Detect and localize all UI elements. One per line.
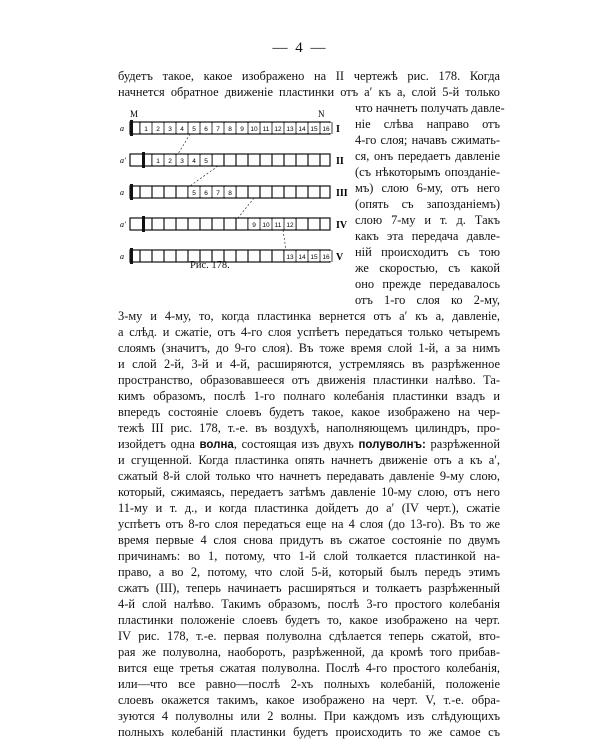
text-line: успѣетъ отъ 8-го слоя передаться еще на 4 слоя (до 13-го). Въ то же — [118, 517, 500, 531]
row-letter: a — [120, 188, 124, 197]
text-line: тежѣ III рис. 178, т.-е. въ воздухѣ, наполняющемъ цилиндръ, про- — [118, 421, 500, 435]
text-line: пластинки положеніе слоевъ будетъ то, какое изображено на черт. — [118, 613, 500, 627]
text-line: или—что все равно—послѣ 2-хъ полныхъ колебаній, положеніе — [118, 677, 500, 691]
guide-line — [283, 230, 286, 250]
label-n: N — [318, 109, 325, 119]
text-line: IV рис. 178, т.-е. первая полуволна сдѣлается теперь сжатой, вто- — [118, 629, 500, 643]
roman-numeral: IV — [336, 220, 348, 231]
roman-numeral: I — [336, 124, 340, 135]
text-line: будетъ такое, какое изображено на II чертежѣ рис. 178. Когда — [118, 69, 500, 83]
cell-number: 1 — [144, 126, 148, 133]
cell-number: 9 — [240, 126, 244, 133]
cell-number: 11 — [262, 126, 270, 133]
text-line: ній происходитъ съ тою — [355, 245, 500, 259]
cell-number: 14 — [298, 126, 306, 133]
cell-number: 3 — [180, 158, 184, 165]
roman-numeral: III — [336, 188, 348, 199]
label-m: M — [130, 109, 139, 119]
text-line: право, а во 2, потому, что слой 5-й, который былъ передъ этимъ — [118, 565, 500, 579]
text-line: слоямъ (значитъ, до 9-го слоя). Въ тоже время слой 1-й, а за нимъ — [118, 341, 500, 355]
text-line: изойдетъ одна волна, состоящая изъ двухъ полуволнъ: разрѣженной — [118, 437, 500, 451]
text-line: оно прежде передавалось — [355, 277, 500, 291]
cell-number: 12 — [286, 222, 294, 229]
text-line: (опять съ запозданіемъ) — [355, 197, 500, 211]
text-line: и сгущенной. Когда пластинка опять начнетъ движеніе отъ a къ a′, — [118, 453, 500, 467]
row-letter: a′ — [120, 156, 126, 165]
text-line: зуются 4 полуволны или 2 волны. При каждомъ изъ слѣдующихъ — [118, 709, 500, 723]
page-number: — 4 — — [272, 40, 328, 56]
text-line: вится еще третья сжатая полуволна. Послѣ 4-го простого колебанія, — [118, 661, 500, 675]
cell-number: 6 — [204, 126, 208, 133]
text-line: полныхъ колебаній пластинки будетъ происходить то же самое съ — [118, 725, 500, 739]
cell-number: 9 — [252, 222, 256, 229]
text-line: какъ эта передача давле- — [355, 229, 500, 243]
guide-line — [190, 166, 218, 186]
cell-number: 10 — [250, 126, 258, 133]
text-line: слоевъ окажется такимъ, какое изображено на черт. V, т.-е. обра- — [118, 693, 500, 707]
cell-number: 10 — [262, 222, 270, 229]
cell-number: 1 — [156, 158, 160, 165]
text-line: 3-му и 4-му, то, когда пластинка вернется отъ a′ къ a, давленіе, — [118, 309, 500, 323]
text-line: пространство, образовавшееся отъ движенія пластинки налѣво. Та- — [118, 373, 500, 387]
text-line: отъ 1-го слоя ко 2-му, — [355, 293, 500, 307]
guide-line — [238, 198, 254, 218]
cell-number: 2 — [156, 126, 160, 133]
cell-number: 7 — [216, 190, 220, 197]
text-line: (съ нѣкоторымъ опозданіе- — [355, 165, 500, 179]
cell-number: 8 — [228, 190, 232, 197]
text-line: ніе слѣва направо отъ — [355, 117, 500, 131]
plate-row-2 — [142, 152, 145, 168]
cell-number: 8 — [228, 126, 232, 133]
cell-number: 11 — [274, 222, 282, 229]
text-line: начнется обратное движеніе пластинки отъ a′ къ a, слой 5-й только — [118, 85, 500, 99]
figure-caption: Рис. 178. — [190, 260, 230, 271]
roman-numeral: V — [336, 252, 344, 263]
text-line: а слѣд. и сжатіе, отъ 4-го слоя успѣетъ передаться только четыремъ — [118, 325, 500, 339]
cell-number: 5 — [192, 190, 196, 197]
roman-numeral: II — [336, 156, 344, 167]
row-letter: a — [120, 124, 124, 133]
cell-number: 14 — [298, 254, 306, 261]
text-line: 4-й слой налѣво. Такимъ образомъ, послѣ 3-го простого колебанія — [118, 597, 500, 611]
cell-number: 6 — [204, 190, 208, 197]
cell-number: 15 — [310, 254, 318, 261]
plate-row-1 — [130, 120, 133, 136]
row-letter: a — [120, 252, 124, 261]
text-line: 4-го слоя; начавъ сжимать- — [355, 133, 500, 147]
cell-number: 4 — [192, 158, 196, 165]
cell-number: 15 — [310, 126, 318, 133]
text-line: что начнетъ получать давле- — [355, 101, 505, 115]
cell-number: 2 — [168, 158, 172, 165]
cell-number: 13 — [286, 254, 294, 261]
cell-number: 16 — [322, 254, 330, 261]
cell-number: 5 — [192, 126, 196, 133]
text-line: же скоростью, съ какой — [355, 261, 500, 275]
text-line: и слой 2-й, 3-й и 4-й, расширяются, устремляясь въ разрѣженное — [118, 357, 500, 371]
cell-number: 3 — [168, 126, 172, 133]
cell-number: 5 — [204, 158, 208, 165]
text-line: ся, онъ передаетъ давленіе — [355, 149, 500, 163]
text-line: причинамъ: во 1, потому, что 1-й слой толкается пластинкой на- — [118, 549, 500, 563]
text-line: время первые 4 слоя снова придутъ въ сжатое состояніе по двумъ — [118, 533, 500, 547]
cell-number: 7 — [216, 126, 220, 133]
cell-number: 13 — [286, 126, 294, 133]
text-line: который, сжимаясь, передаетъ затѣмъ давленіе 10-му слою, отъ него — [118, 485, 500, 499]
guide-line — [178, 134, 190, 154]
plate-row-5 — [130, 248, 133, 264]
text-line: слою 7-му и т. д. Такъ — [355, 213, 500, 227]
plate-row-4 — [142, 216, 145, 232]
text-line: впередъ состояніе слоевъ будетъ такое, какое изображено на чер- — [118, 405, 500, 419]
cell-number: 16 — [322, 126, 330, 133]
plate-row-3 — [130, 184, 133, 200]
text-line: 11-му и т. д., и когда пластинка дойдетъ до a′ (IV черт.), сжатіе — [118, 501, 500, 515]
tube-row-4 — [130, 218, 330, 230]
text-line: кимъ образомъ, послѣ 1-го полнаго колебанія пластинки взадъ и — [118, 389, 500, 403]
text-line: сжатъ (III), теперь начинаетъ расширяться и толкаетъ разрѣженный — [118, 581, 500, 595]
text-line: рая же полуволна, наоборотъ, разрѣженной, да кромѣ того прибав- — [118, 645, 500, 659]
text-line: мъ) слою 6-му, отъ него — [355, 181, 500, 195]
row-letter: a′ — [120, 220, 126, 229]
cell-number: 4 — [180, 126, 184, 133]
text-line: сжатый 8-й слой только что начнетъ передавать давленіе 9-му слою, — [118, 469, 500, 483]
figure-178 — [118, 108, 350, 278]
cell-number: 12 — [274, 126, 282, 133]
